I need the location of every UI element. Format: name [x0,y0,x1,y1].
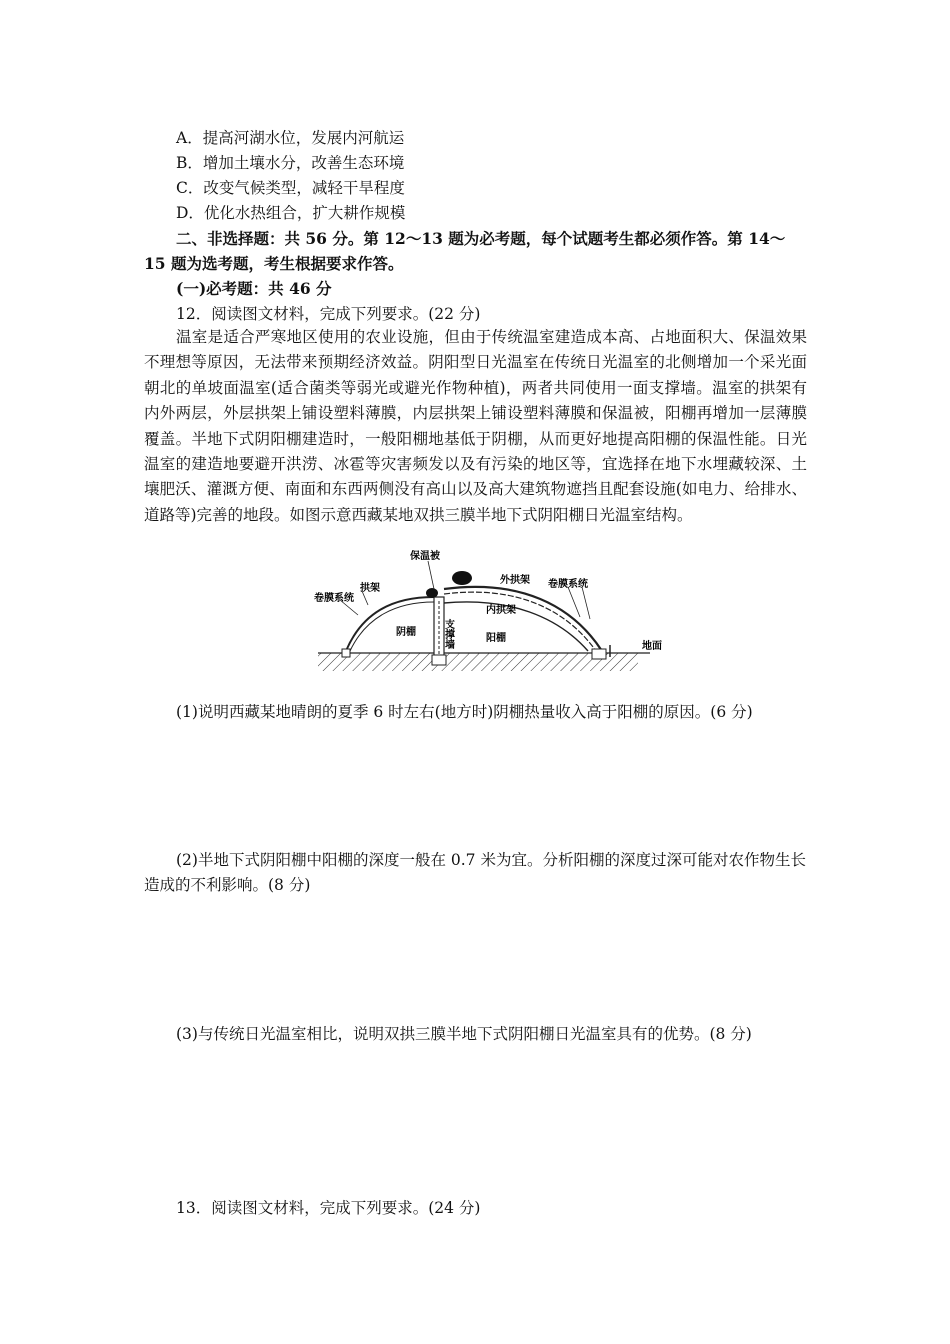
label-yang: 阳棚 [486,633,506,644]
label-arch: 拱架 [360,583,380,594]
section2-heading-cont: 15 题为选考题，考生根据要求作答。 [144,254,404,273]
label-roll-left: 卷膜系统 [314,593,354,604]
soil-hatch [318,653,638,671]
q12-sub1: (1)说明西藏某地晴朗的夏季 6 时左右(地方时)阴棚热量收入高于阳棚的原因。(6 分) [176,703,753,721]
inner-arch-line [444,602,588,651]
q13-title: 13．阅读图文材料，完成下列要求。(24 分) [176,1199,481,1217]
leader-roll-right [568,587,580,617]
leader-roll-right-2 [582,587,590,619]
q12-sub2: (2)半地下式阴阳棚中阳棚的深度一般在 0.7 米为宜。分析阳棚的深度过深可能对农作物生长造成的不利影响。(8 分) [144,851,806,894]
quilt-roll-right [452,571,472,585]
yin-inner-arch [350,602,434,651]
option-c[interactable]: C．改变气候类型，减轻干旱程度 [176,179,405,197]
label-outer-arch: 外拱架 [500,575,530,586]
label-inner-arch: 内拱架 [486,605,516,616]
right-footing [592,649,606,659]
option-b[interactable]: B．增加土壤水分，改善生态环境 [176,154,405,172]
label-yin: 阴棚 [396,627,416,638]
wall-footing [432,655,446,665]
q12-material: 温室是适合严寒地区使用的农业设施，但由于传统温室建造成本高、占地面积大、保温效果不理想等原因，无法带来预期经济效益。阴阳型日光温室在传统日光温室的北侧增加一个采光面朝北的单坡面温室(适合菌类等弱光或避光作物种植)，两者共同使用一面支撑墙。温室的拱架有内外两层，外层拱架上铺设塑料薄膜，内层拱架上铺设塑料薄膜和保温被，阳棚再增加一层薄膜覆盖。半地下式阴阳棚建造时，一般阳棚地基低于阴棚，从而更好地提高阳棚的保温性能。日光温室的建造地要避开洪涝、冰雹等灾害频发以及有污染的地区等，宜选择在地下水埋藏较深、土壤肥沃、灌溉方便、南面和东西两侧没有高山以及高大建筑物遮挡且配套设施(如电力、给排水、道路等)完善的地段。如图示意西藏某地双拱三膜半地下式阴阳棚日光温室结构。 [144,328,807,524]
yin-arch [346,597,434,651]
greenhouse-diagram [310,545,670,675]
q12-sub3: (3)与传统日光温室相比，说明双拱三膜半地下式阴阳棚日光温室具有的优势。(8 分) [176,1025,752,1043]
q12-title: 12．阅读图文材料，完成下列要求。(22 分) [176,305,481,323]
quilt-roll-left [426,588,438,598]
label-ground: 地面 [642,641,662,652]
label-roll-right: 卷膜系统 [548,579,588,590]
option-a[interactable]: A．提高河湖水位，发展内河航运 [176,129,405,147]
label-quilt: 保温被 [410,551,440,562]
label-wall: 支撑墙 [442,619,454,649]
section2-heading: 二、非选择题：共 56 分。第 12～13 题为必考题，每个试题考生都必须作答。第 14～ [176,229,786,248]
option-d[interactable]: D．优化水热组合，扩大耕作规模 [176,204,406,222]
required-heading: (一)必考题：共 46 分 [176,279,332,298]
leader-quilt [428,561,434,589]
left-footing [342,649,350,657]
